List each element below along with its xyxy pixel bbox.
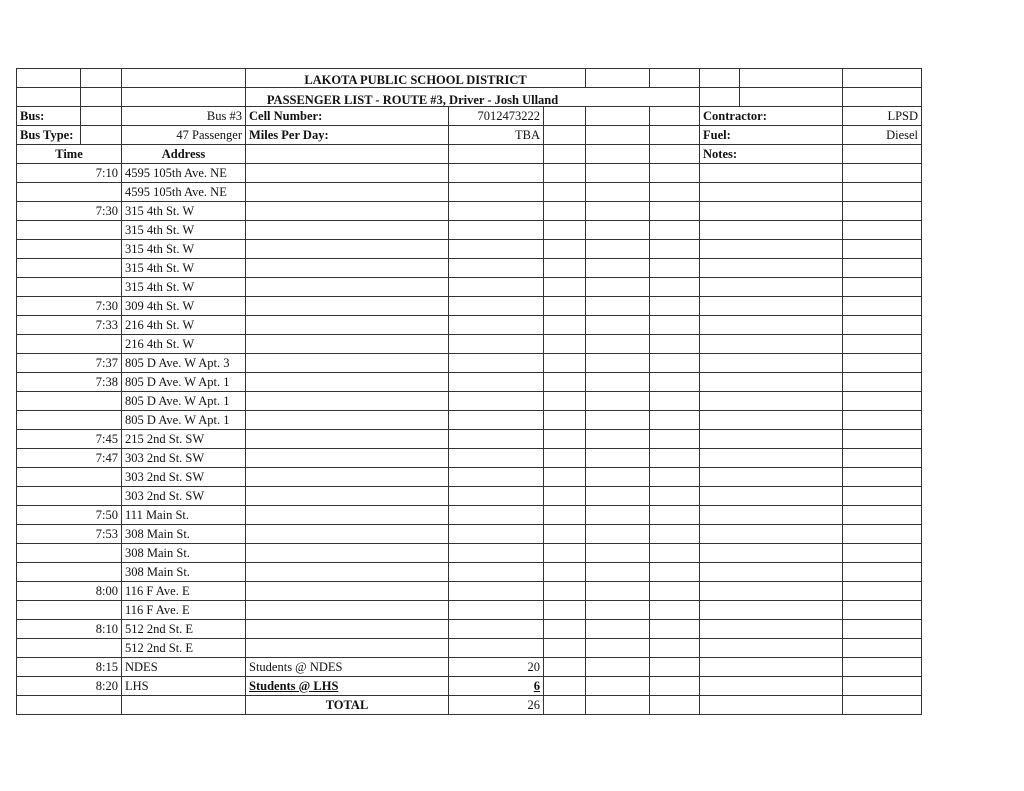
stop-time: 7:47 xyxy=(17,449,122,468)
stop-row xyxy=(17,449,922,468)
stop-row xyxy=(17,411,922,430)
stop-time: 7:10 xyxy=(17,164,122,183)
stop-time: 7:30 xyxy=(17,297,122,316)
stop-address: 512 2nd St. E xyxy=(122,620,246,639)
stop-address: 4595 105th Ave. NE xyxy=(122,183,246,202)
stop-address: LHS xyxy=(122,677,246,696)
stop-row xyxy=(17,601,922,620)
stop-row xyxy=(17,221,922,240)
miles-label: Miles Per Day: xyxy=(246,126,449,145)
stop-row xyxy=(17,278,922,297)
title-row-1 xyxy=(17,69,922,88)
lhs-students-label: Students @ LHS xyxy=(246,677,449,696)
total-label: TOTAL xyxy=(246,696,449,715)
stop-time xyxy=(17,392,122,411)
stop-row xyxy=(17,259,922,278)
stop-row xyxy=(17,335,922,354)
stop-address: 116 F Ave. E xyxy=(122,601,246,620)
stop-time: 7:38 xyxy=(17,373,122,392)
fuel-value: Diesel xyxy=(843,126,922,145)
stop-address: 116 F Ave. E xyxy=(122,582,246,601)
stop-time: 7:50 xyxy=(17,506,122,525)
address-header: Address xyxy=(122,145,246,164)
stop-time xyxy=(17,468,122,487)
stop-row xyxy=(17,430,922,449)
stop-time: 7:45 xyxy=(17,430,122,449)
stop-time xyxy=(17,335,122,354)
stop-address: 315 4th St. W xyxy=(122,278,246,297)
stop-address: 805 D Ave. W Apt. 3 xyxy=(122,354,246,373)
stop-row xyxy=(17,468,922,487)
passenger-list-sheet xyxy=(16,68,922,715)
stop-time: 7:37 xyxy=(17,354,122,373)
stop-time: 8:15 xyxy=(17,658,122,677)
stop-time: 7:53 xyxy=(17,525,122,544)
stop-address: 315 4th St. W xyxy=(122,259,246,278)
stop-address: 805 D Ave. W Apt. 1 xyxy=(122,373,246,392)
bus-type-value: 47 Passenger xyxy=(122,126,246,145)
bus-value: Bus #3 xyxy=(122,107,246,126)
stop-row xyxy=(17,297,922,316)
stop-row xyxy=(17,354,922,373)
stop-time xyxy=(17,259,122,278)
contractor-value: LPSD xyxy=(843,107,922,126)
lhs-students-value: 6 xyxy=(449,677,544,696)
stop-address: 216 4th St. W xyxy=(122,335,246,354)
stop-time xyxy=(17,487,122,506)
stop-row xyxy=(17,658,922,677)
stop-time: 8:10 xyxy=(17,620,122,639)
stop-row xyxy=(17,240,922,259)
stop-row xyxy=(17,620,922,639)
stop-address: 216 4th St. W xyxy=(122,316,246,335)
stop-row xyxy=(17,316,922,335)
stop-address: 215 2nd St. SW xyxy=(122,430,246,449)
stop-address: 308 Main St. xyxy=(122,544,246,563)
stop-row xyxy=(17,506,922,525)
total-value: 26 xyxy=(449,696,544,715)
stop-time: 7:30 xyxy=(17,202,122,221)
ndes-students-label: Students @ NDES xyxy=(246,658,449,677)
stop-time: 8:00 xyxy=(17,582,122,601)
stop-address: 303 2nd St. SW xyxy=(122,449,246,468)
bus-type-label: Bus Type: xyxy=(17,126,81,145)
stop-row xyxy=(17,183,922,202)
stop-time xyxy=(17,601,122,620)
bus-row xyxy=(17,107,922,126)
stop-time xyxy=(17,639,122,658)
contractor-label: Contractor: xyxy=(700,107,843,126)
stop-row xyxy=(17,563,922,582)
bus-label: Bus: xyxy=(17,107,81,126)
stop-address: 315 4th St. W xyxy=(122,221,246,240)
stop-time xyxy=(17,278,122,297)
stop-time xyxy=(17,563,122,582)
stop-address: 4595 105th Ave. NE xyxy=(122,164,246,183)
stop-row xyxy=(17,392,922,411)
district-title: LAKOTA PUBLIC SCHOOL DISTRICT xyxy=(246,69,586,88)
notes-label: Notes: xyxy=(700,145,843,164)
stop-row xyxy=(17,639,922,658)
total-row xyxy=(17,696,922,715)
stop-address: 308 Main St. xyxy=(122,525,246,544)
bus-type-row xyxy=(17,126,922,145)
stop-address: 303 2nd St. SW xyxy=(122,468,246,487)
stop-address: 805 D Ave. W Apt. 1 xyxy=(122,392,246,411)
stop-time xyxy=(17,240,122,259)
time-header: Time xyxy=(17,145,122,164)
stop-address: 512 2nd St. E xyxy=(122,639,246,658)
stop-address: 805 D Ave. W Apt. 1 xyxy=(122,411,246,430)
stop-row xyxy=(17,373,922,392)
stop-address: 308 Main St. xyxy=(122,563,246,582)
stop-address: 111 Main St. xyxy=(122,506,246,525)
stop-time xyxy=(17,544,122,563)
stop-row xyxy=(17,202,922,221)
ndes-students-value: 20 xyxy=(449,658,544,677)
stop-address: NDES xyxy=(122,658,246,677)
stop-time: 7:33 xyxy=(17,316,122,335)
stop-row xyxy=(17,582,922,601)
miles-value: TBA xyxy=(449,126,544,145)
stop-row xyxy=(17,544,922,563)
stop-row xyxy=(17,525,922,544)
stop-row xyxy=(17,677,922,696)
stop-time xyxy=(17,221,122,240)
stop-time: 8:20 xyxy=(17,677,122,696)
fuel-label: Fuel: xyxy=(700,126,843,145)
stop-time xyxy=(17,183,122,202)
cell-number-label: Cell Number: xyxy=(246,107,449,126)
stop-row xyxy=(17,164,922,183)
stop-row xyxy=(17,487,922,506)
route-title: PASSENGER LIST - ROUTE #3, Driver - Josh Ulland xyxy=(246,88,700,107)
cell-number-value: 7012473222 xyxy=(449,107,544,126)
stop-address: 315 4th St. W xyxy=(122,240,246,259)
stop-address: 303 2nd St. SW xyxy=(122,487,246,506)
passenger-table xyxy=(16,68,922,715)
stop-time xyxy=(17,411,122,430)
stop-address: 309 4th St. W xyxy=(122,297,246,316)
column-header-row xyxy=(17,145,922,164)
stop-address: 315 4th St. W xyxy=(122,202,246,221)
title-row-2 xyxy=(17,88,922,107)
